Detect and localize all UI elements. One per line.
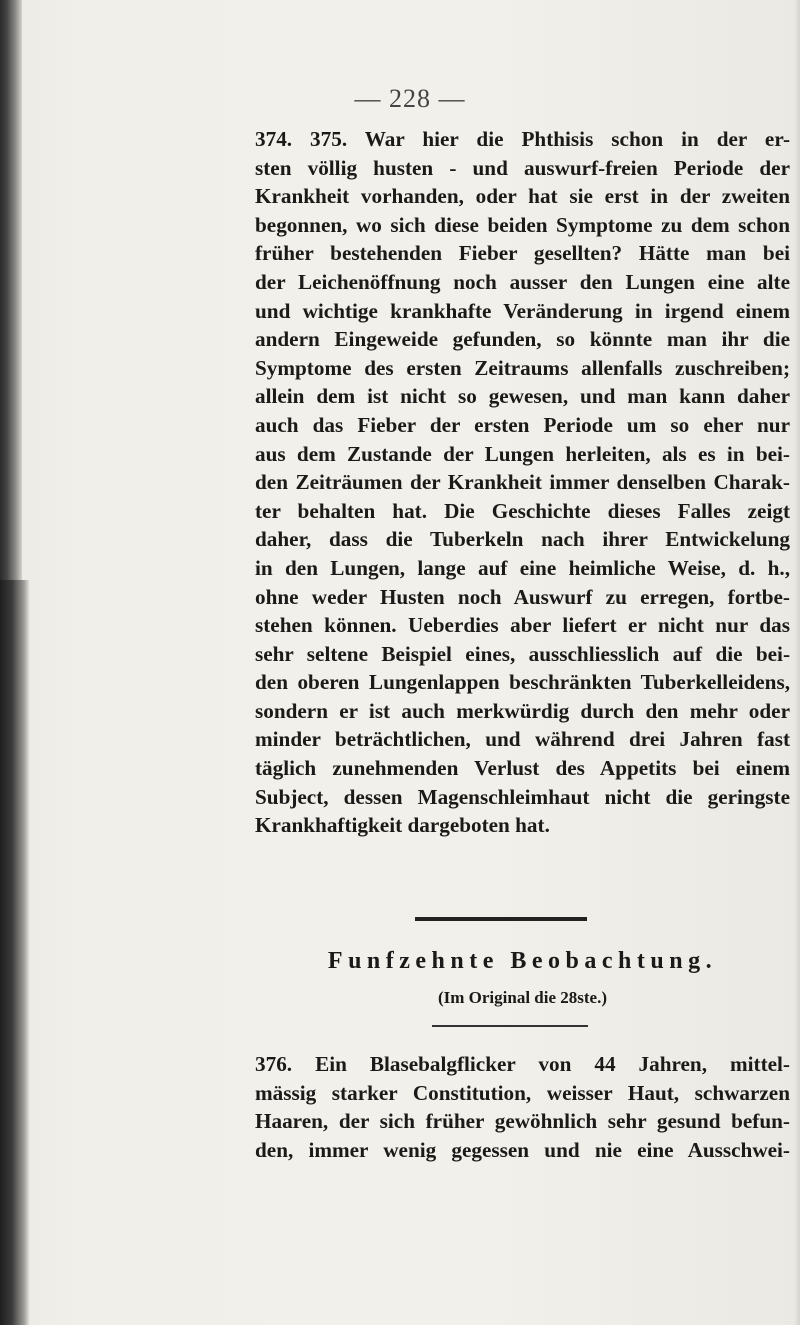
text-line: sehr seltene Beispiel eines, ausschliesslich auf die bei- (255, 641, 790, 666)
text-line: andern Eingeweide gefunden, so könnte man ihr die (255, 327, 790, 352)
text-line: den, immer wenig gegessen und nie eine Ausschwei- (255, 1137, 790, 1162)
text-line: 376. Ein Blasebalgflicker von 44 Jahren, mittel- (255, 1052, 790, 1076)
text-line: begonnen, wo sich diese beiden Symptome zu dem schon (255, 212, 790, 237)
section-heading: Funfzehnte Beobachtung. (327, 948, 718, 974)
page-edge (794, 0, 800, 1325)
text-line: ohne weder Husten noch Auswurf zu erregen, fortbe- (255, 584, 790, 609)
text-line: allein dem ist nicht so gewesen, und man kann daher (255, 384, 790, 409)
text-line: früher bestehenden Fieber gesellten? Hätte man bei (255, 241, 790, 266)
text-line: daher, dass die Tuberkeln nach ihrer Entwickelung (255, 527, 790, 552)
text-line: 374. 375. War hier die Phthisis schon in der er- (255, 127, 790, 151)
text-line: Krankhaftigkeit dargeboten hat. (255, 813, 550, 838)
text-line: Subject, dessen Magenschleimhaut nicht die geringste (255, 784, 790, 809)
text-line: in den Lungen, lange auf eine heimliche Weise, d. h., (255, 555, 790, 580)
section-subheading: (Im Original die 28ste.) (437, 988, 608, 1007)
text-line: sondern er ist auch merkwürdig durch den mehr oder (255, 698, 790, 723)
text-line: aus dem Zustande der Lungen herleiten, als es in bei- (255, 441, 790, 466)
text-line: minder beträchtlichen, und während drei Jahren fast (255, 727, 790, 752)
page-number: — 228 — (354, 84, 466, 113)
text-line: den oberen Lungenlappen beschränkten Tuberkelleidens, (255, 670, 790, 695)
text-line: täglich zunehmenden Verlust des Appetits bei einem (255, 756, 790, 781)
text-line: Symptome des ersten Zeitraums allenfalls zuschreiben; (255, 355, 790, 380)
paragraph-376 (255, 1050, 790, 1164)
paragraph-374-375 (255, 125, 790, 840)
text-line: sten völlig husten - und auswurf-freien Periode der (255, 155, 790, 180)
book-binding-shadow (0, 580, 30, 1325)
text-line: Haaren, der sich früher gewöhnlich sehr gesund befun- (255, 1109, 790, 1134)
text-line: und wichtige krankhafte Veränderung in irgend einem (255, 298, 790, 323)
text-line: den Zeiträumen der Krankheit immer denselben Charak- (255, 470, 790, 495)
section-divider (415, 917, 587, 921)
text-line: der Leichenöffnung noch ausser den Lungen eine alte (255, 269, 790, 294)
text-line: Krankheit vorhanden, oder hat sie erst in der zweiten (255, 184, 790, 209)
heading-divider (432, 1025, 588, 1027)
text-line: ter behalten hat. Die Geschichte dieses Falles zeigt (255, 498, 790, 523)
text-line: stehen können. Ueberdies aber liefert er nicht nur das (255, 613, 790, 638)
text-line: auch das Fieber der ersten Periode um so eher nur (255, 412, 790, 437)
text-line: mässig starker Constitution, weisser Haut, schwarzen (255, 1080, 790, 1105)
